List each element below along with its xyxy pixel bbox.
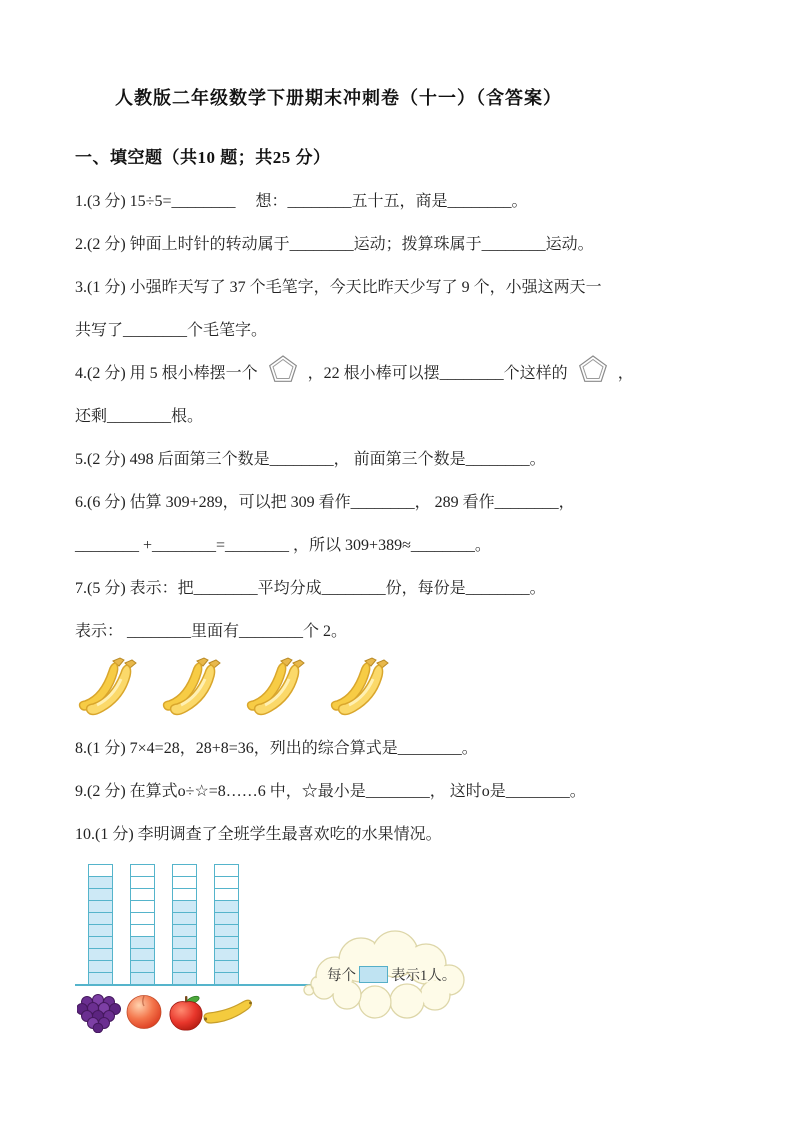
legend-text-before: 每个 [327, 968, 356, 984]
question-4-line1 [75, 352, 738, 395]
question-3-line2: 共写了________个毛笔字。 [75, 322, 268, 339]
legend-text [327, 964, 456, 985]
question-7-line1: 7.(5 分) 表示：把________平均分成________份，每份是________。 [75, 580, 546, 597]
question-7-line2: 表示： ________里面有________个 2。 [75, 623, 348, 640]
question-5: 5.(2 分) 498 后面第三个数是________， 前面第三个数是________。 [75, 451, 546, 468]
pictograph-column-3 [172, 864, 197, 985]
apple-icon [166, 993, 206, 1032]
question-6-line1: 6.(6 分) 估算 309+289，可以把 309 看作________， 289 看作________， [75, 494, 575, 511]
pictograph-column-2 [130, 864, 155, 985]
banana-bunch-icon [75, 657, 147, 723]
question-4-line2: 还剩________根。 [75, 408, 204, 425]
question-3-line1: 3.(1 分) 小强昨天写了 37 个毛笔字，今天比昨天少写了 9 个，小强这两天一 [75, 279, 602, 296]
legend-text-after: 表示1人。 [391, 968, 457, 984]
page-title: 人教版二年级数学下册期末冲刺卷（十一）（含答案） [115, 88, 562, 108]
grapes-icon [77, 993, 123, 1033]
section-heading: 一、填空题（共10 题；共25 分） [75, 148, 331, 167]
pentagon-icon [577, 354, 609, 385]
banana-bunch-icon [243, 657, 315, 723]
question-4-text-1: 4.(2 分) 用 5 根小棒摆一个 [75, 365, 258, 382]
pictograph-column-4 [214, 864, 239, 985]
question-9: 9.(2 分) 在算式o÷☆=8……6 中，☆最小是________， 这时o是________。 [75, 783, 586, 800]
banana-bunch-icon [327, 657, 399, 723]
question-1: 1.(3 分) 15÷5=________ 想：________五十五，商是________。 [75, 193, 528, 210]
question-4-text-2: ，22 根小棒可以摆________个这样的 [307, 365, 568, 382]
question-8: 8.(1 分) 7×4=28，28+8=36，列出的综合算式是________。 [75, 740, 478, 757]
question-2: 2.(2 分) 钟面上时针的转动属于________运动；拨算珠属于________运动。 [75, 236, 594, 253]
pictograph-column-1 [88, 864, 113, 985]
question-4-text-3: ， [617, 365, 634, 382]
peach-icon [125, 993, 163, 1030]
bananas-illustration [75, 657, 738, 727]
pentagon-icon [267, 354, 299, 385]
question-6-line2: ________ +________=________ ，所以 309+389≈________。 [75, 537, 491, 554]
banana-icon [201, 998, 255, 1028]
unit-square-icon [359, 966, 388, 983]
fruit-pictograph-chart [75, 864, 738, 1049]
legend-cloud-callout [297, 924, 475, 1024]
banana-bunch-icon [159, 657, 231, 723]
question-10: 10.(1 分) 李明调查了全班学生最喜欢吃的水果情况。 [75, 826, 442, 843]
